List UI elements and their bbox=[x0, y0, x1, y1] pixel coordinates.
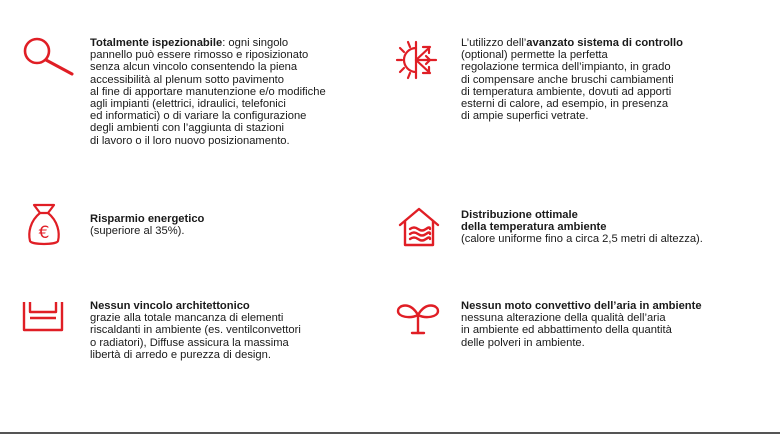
feature-text-line bbox=[90, 349, 301, 361]
feature-text bbox=[90, 213, 204, 237]
feature-description: riscaldanti in ambiente (es. ventilconvettori bbox=[90, 324, 301, 337]
feature-description: : ogni singolo bbox=[222, 37, 289, 49]
plant-sprout-icon bbox=[396, 297, 440, 335]
feature-text bbox=[461, 37, 683, 122]
feature-text-line bbox=[461, 337, 702, 349]
feature-title: Totalmente ispezionabile bbox=[90, 37, 223, 49]
feature-text bbox=[90, 300, 301, 361]
feature-description: L’utilizzo dell’ bbox=[461, 37, 527, 49]
feature-description: in ambiente ed abbattimento della quantità bbox=[461, 324, 672, 337]
money-bag-euro-icon bbox=[26, 203, 62, 247]
feature-title: Risparmio energetico bbox=[90, 213, 205, 225]
feature-description: grazie alla totale mancanza di elementi bbox=[90, 312, 284, 325]
feature-text-line bbox=[90, 61, 326, 73]
feature-text-line bbox=[461, 61, 683, 73]
feature-title: Nessun moto convettivo dell’aria in ambiente bbox=[461, 300, 702, 312]
feature-description: pannello può essere rimosso e riposizionato bbox=[90, 49, 309, 62]
feature-text-line bbox=[461, 86, 683, 98]
feature-description: ed informatici) o di variare la configurazione bbox=[90, 110, 307, 123]
feature-text bbox=[90, 37, 326, 147]
house-heat-icon bbox=[398, 207, 440, 247]
sun-snowflake-icon bbox=[396, 40, 440, 80]
feature-title: della temperatura ambiente bbox=[461, 221, 607, 234]
bottom-divider bbox=[0, 432, 780, 434]
feature-description: libertà di arredo e purezza di design. bbox=[90, 348, 271, 361]
feature-text-line bbox=[90, 110, 326, 122]
feature-text-line bbox=[90, 49, 326, 61]
feature-description: accessibilità al plenum sotto pavimento bbox=[90, 73, 285, 86]
feature-description: di ampie superfici vetrate. bbox=[461, 110, 589, 123]
feature-text-line bbox=[90, 225, 204, 237]
feature-title: avanzato sistema di controllo bbox=[526, 37, 683, 49]
feature-description: (optional) permette la perfetta bbox=[461, 49, 608, 62]
feature-text-line bbox=[90, 312, 301, 324]
feature-text-line bbox=[90, 86, 326, 98]
feature-text-line bbox=[90, 213, 204, 225]
feature-description: senza alcun vincolo consentendo la piena bbox=[90, 61, 298, 74]
feature-title: Distribuzione ottimale bbox=[461, 209, 578, 221]
feature-description: al fine di apportare manutenzione e/o modifiche bbox=[90, 85, 326, 98]
feature-text-line bbox=[461, 312, 702, 324]
feature-text-line bbox=[461, 37, 683, 49]
feature-description: degli ambienti con l’aggiunta di stazioni bbox=[90, 122, 285, 135]
feature-text-line bbox=[461, 74, 683, 86]
feature-description: esterni di calore, ad esempio, in presenza bbox=[461, 98, 669, 111]
feature-description: di lavoro o il loro nuovo posizionamento. bbox=[90, 134, 290, 147]
feature-description: o radiatori), Diffuse assicura la massima bbox=[90, 336, 289, 349]
feature-text-line bbox=[90, 122, 326, 134]
feature-text-line bbox=[461, 324, 702, 336]
feature-description: di temperatura ambiente, dovuti ad apporti bbox=[461, 85, 672, 98]
feature-text-line bbox=[90, 324, 301, 336]
feature-description: nessuna alterazione della qualità dell’aria bbox=[461, 312, 666, 325]
feature-description: (superiore al 35%). bbox=[90, 225, 185, 238]
feature-text bbox=[461, 209, 703, 246]
feature-text-line bbox=[461, 98, 683, 110]
feature-description: delle polveri in ambiente. bbox=[461, 336, 585, 349]
feature-text-line bbox=[90, 37, 326, 49]
feature-description: (calore uniforme fino a circa 2,5 metri di altezza). bbox=[461, 233, 703, 246]
feature-description: agli impianti (elettrici, idraulici, telefonici bbox=[90, 98, 286, 111]
feature-description: regolazione termica dell’impianto, in grado bbox=[461, 61, 671, 74]
floor-box-icon bbox=[22, 300, 64, 332]
feature-text-line bbox=[90, 135, 326, 147]
feature-text-line bbox=[461, 221, 703, 233]
svg-text:€: € bbox=[38, 223, 50, 243]
feature-text bbox=[461, 300, 702, 349]
feature-text-line bbox=[461, 233, 703, 245]
feature-text-line bbox=[461, 300, 702, 312]
feature-text-line bbox=[90, 74, 326, 86]
feature-title: Nessun vincolo architettonico bbox=[90, 300, 250, 312]
feature-text-line bbox=[461, 110, 683, 122]
feature-text-line bbox=[90, 300, 301, 312]
feature-description: di compensare anche bruschi cambiamenti bbox=[461, 73, 674, 86]
feature-text-line bbox=[90, 337, 301, 349]
feature-text-line bbox=[90, 98, 326, 110]
feature-text-line bbox=[461, 209, 703, 221]
feature-text-line bbox=[461, 49, 683, 61]
magnifier-icon bbox=[22, 36, 76, 76]
